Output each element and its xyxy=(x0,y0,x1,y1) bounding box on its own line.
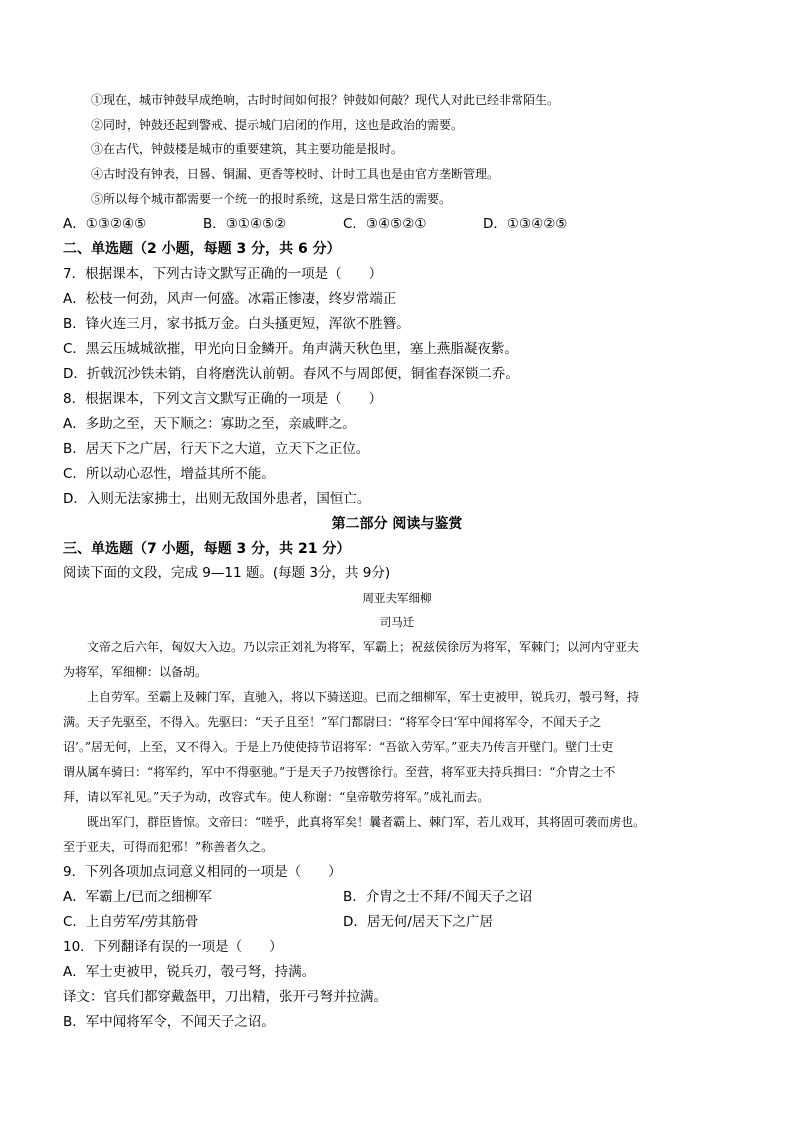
q8-option-d[interactable]: D．入则无法家拂士，出则无敌国外患者，国恒亡。 xyxy=(63,491,371,507)
q9-option-b[interactable]: B．介胄之士不拜/不闻天子之诏 xyxy=(343,889,533,905)
q10-translation-a: 译文：官兵们都穿戴盔甲，刀出精，张开弓弩并拉满。 xyxy=(63,989,387,1005)
q9-option-d[interactable]: D．居无何/居天下之广居 xyxy=(343,914,493,930)
q6-option-d[interactable]: D．①③④②⑤ xyxy=(483,216,568,232)
passage-line: 谓从属车骑曰：“将军约，军中不得驱驰。”于是天子乃按辔徐行。至营，将军亚夫持兵揖曰：“介胄之士不 xyxy=(63,765,616,779)
passage-author: 司马迁 xyxy=(379,615,415,629)
q6-option-a[interactable]: A．①③②④⑤ xyxy=(63,216,147,232)
q7-option-b[interactable]: B．锋火连三月，家书抵万金。白头搔更短，浑欲不胜簪。 xyxy=(63,316,410,332)
section-2-heading: 二、单选题（2 小题，每题 3 分，共 6 分） xyxy=(63,241,341,257)
passage-line: 既出军门，群臣皆惊。文帝曰：“嗟乎，此真将军矣！曩者霸上、棘门军，若儿戏耳，其将固可袭而虏也。 xyxy=(63,815,646,829)
q6-option-b[interactable]: B．③①④⑤② xyxy=(203,216,287,232)
q7-option-a[interactable]: A．松枝一何劲，风声一何盛。冰霜正惨凄，终岁常端正 xyxy=(63,291,397,307)
q7-stem: 7．根据课本，下列古诗文默写正确的一项是（ ） xyxy=(63,266,383,282)
q9-option-c[interactable]: C．上自劳军/劳其筋骨 xyxy=(63,914,199,930)
q7-option-c[interactable]: C．黑云压城城欲摧，甲光向日金鳞开。角声满天秋色里，塞上燕脂凝夜紫。 xyxy=(63,341,518,357)
section-3-heading: 三、单选题（7 小题，每题 3 分，共 21 分） xyxy=(63,541,351,557)
reading-instruction: 阅读下面的文段，完成 9—11 题。(每题 3分，共 9分) xyxy=(63,565,391,581)
q10-option-b[interactable]: B．军中闻将军令，不闻天子之诏。 xyxy=(63,1014,275,1030)
part-2-heading: 第二部分 阅读与鉴赏 xyxy=(331,516,463,532)
q9-stem: 9．下列各项加点词意义相同的一项是（ ） xyxy=(63,864,342,880)
q6-item-4: ④古时没有钟表，日晷、铜漏、更香等校时、计时工具也是由官方垄断管理。 xyxy=(91,167,500,181)
passage-line: 拜，请以军礼见。”天子为动，改容式车。使人称谢：“皇帝敬劳将军。”成礼而去。 xyxy=(63,790,490,804)
q6-option-c[interactable]: C．③④⑤②① xyxy=(343,216,427,232)
q7-option-d[interactable]: D．折戟沉沙铁未销，自将磨洗认前朝。春风不与周郎便，铜雀春深锁二乔。 xyxy=(63,366,519,382)
passage-line: 为将军，军细柳：以备胡。 xyxy=(63,665,208,679)
q10-option-a[interactable]: A．军士吏被甲，锐兵刃，彀弓弩，持满。 xyxy=(63,964,316,980)
q6-item-5: ⑤所以每个城市都需要一个统一的报时系统，这是日常生活的需要。 xyxy=(91,192,452,206)
q8-option-b[interactable]: B．居天下之广居，行天下之大道，立天下之正位。 xyxy=(63,441,370,457)
q6-item-1: ①现在，城市钟鼓早成绝响，古时时间如何报？钟鼓如何敲？现代人对此已经非常陌生。 xyxy=(91,93,560,107)
q6-item-3: ③在古代，钟鼓楼是城市的重要建筑，其主要功能是报时。 xyxy=(91,142,404,156)
q8-option-a[interactable]: A．多助之至，天下顺之：寡助之至，亲戚畔之。 xyxy=(63,416,356,432)
q6-item-2: ②同时，钟鼓还起到警戒、提示城门启闭的作用，这也是政治的需要。 xyxy=(91,118,464,132)
q8-stem: 8．根据课本，下列文言文默写正确的一项是（ ） xyxy=(63,391,383,407)
passage-line: 诏’。”居无何，上至，又不得入。于是上乃使使持节诏将军：“吾欲入劳军。”亚夫乃传言开壁门。壁门士吏 xyxy=(63,740,614,754)
passage-line: 上自劳军。至霸上及棘门军，直驰入，将以下骑送迎。已而之细柳军，军士吏被甲，锐兵刃，彀弓弩，持 xyxy=(63,690,640,704)
passage-title: 周亚夫军细柳 xyxy=(362,591,432,605)
q8-option-c[interactable]: C．所以动心忍性，增益其所不能。 xyxy=(63,466,275,482)
q10-stem: 10．下列翻译有误的一项是（ ） xyxy=(63,939,283,955)
passage-line: 文帝之后六年，匈奴大入边。乃以宗正刘礼为将军，军霸上；祝兹侯徐厉为将军，军棘门；以河内守亚夫 xyxy=(63,640,640,654)
q9-option-a[interactable]: A．军霸上/已而之细柳军 xyxy=(63,889,212,905)
passage-line: 至于亚夫，可得而犯邪！”称善者久之。 xyxy=(63,840,274,854)
passage-line: 满。天子先驱至，不得入。先驱曰：“天子且至！”军门都尉曰：“将军令曰‘军中闻将军令，不闻天子之 xyxy=(63,715,602,729)
